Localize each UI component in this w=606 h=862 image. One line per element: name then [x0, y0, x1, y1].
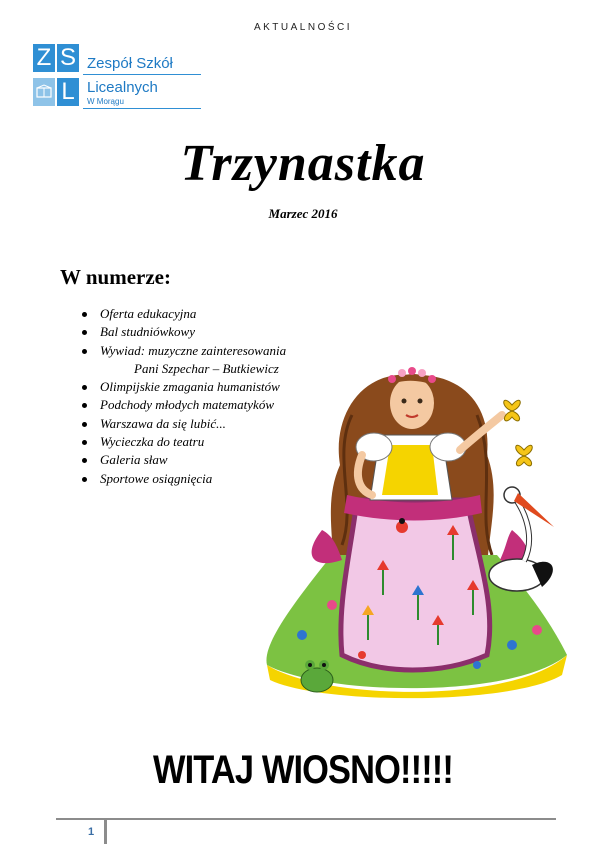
contents-item: Olimpijskie zmagania humanistów — [80, 378, 380, 396]
contents-item-sub: Pani Szpechar – Butkiewicz — [134, 360, 279, 376]
contents-item: Bal studniówkowy — [80, 323, 380, 341]
logo-letter-s: S — [57, 44, 79, 72]
contents-item: Sportowe osiągnięcia — [80, 470, 380, 488]
contents-item: Podchody młodych matematyków — [80, 396, 380, 414]
issue-date: Marzec 2016 — [268, 206, 338, 221]
contents-item: Wycieczka do teatru — [80, 433, 380, 451]
school-logo — [33, 44, 203, 114]
newsletter-title: Trzynastka — [180, 135, 426, 192]
footer-rule — [56, 818, 556, 820]
school-emblem-icon — [33, 78, 55, 106]
contents-item: Galeria sław — [80, 451, 380, 469]
contents-heading: W numerze: — [60, 265, 171, 289]
footer-divider — [104, 818, 107, 844]
contents-item: Wywiad: muzyczne zainteresowania Pani Szpechar – Butkiewicz — [80, 342, 380, 379]
logo-letter-z: Z — [33, 44, 55, 72]
logo-rule-bottom — [83, 108, 201, 109]
logo-line-1: Zespół Szkół — [87, 55, 173, 72]
header-label: AKTUALNOŚCI — [253, 22, 353, 33]
logo-rule-top — [83, 74, 201, 75]
page-number: 1 — [88, 826, 95, 838]
logo-line-3: W Morągu — [87, 97, 124, 106]
contents-item: Oferta edukacyjna — [80, 305, 380, 323]
spring-girl-illustration — [262, 355, 572, 705]
logo-letter-l: L — [57, 78, 79, 106]
logo-emblem-tile — [33, 78, 55, 106]
spring-greeting-banner: WITAJ WIOSNO!!!!! — [152, 748, 454, 792]
contents-item: Warszawa da się lubić... — [80, 415, 380, 433]
logo-line-2: Licealnych — [87, 79, 158, 96]
